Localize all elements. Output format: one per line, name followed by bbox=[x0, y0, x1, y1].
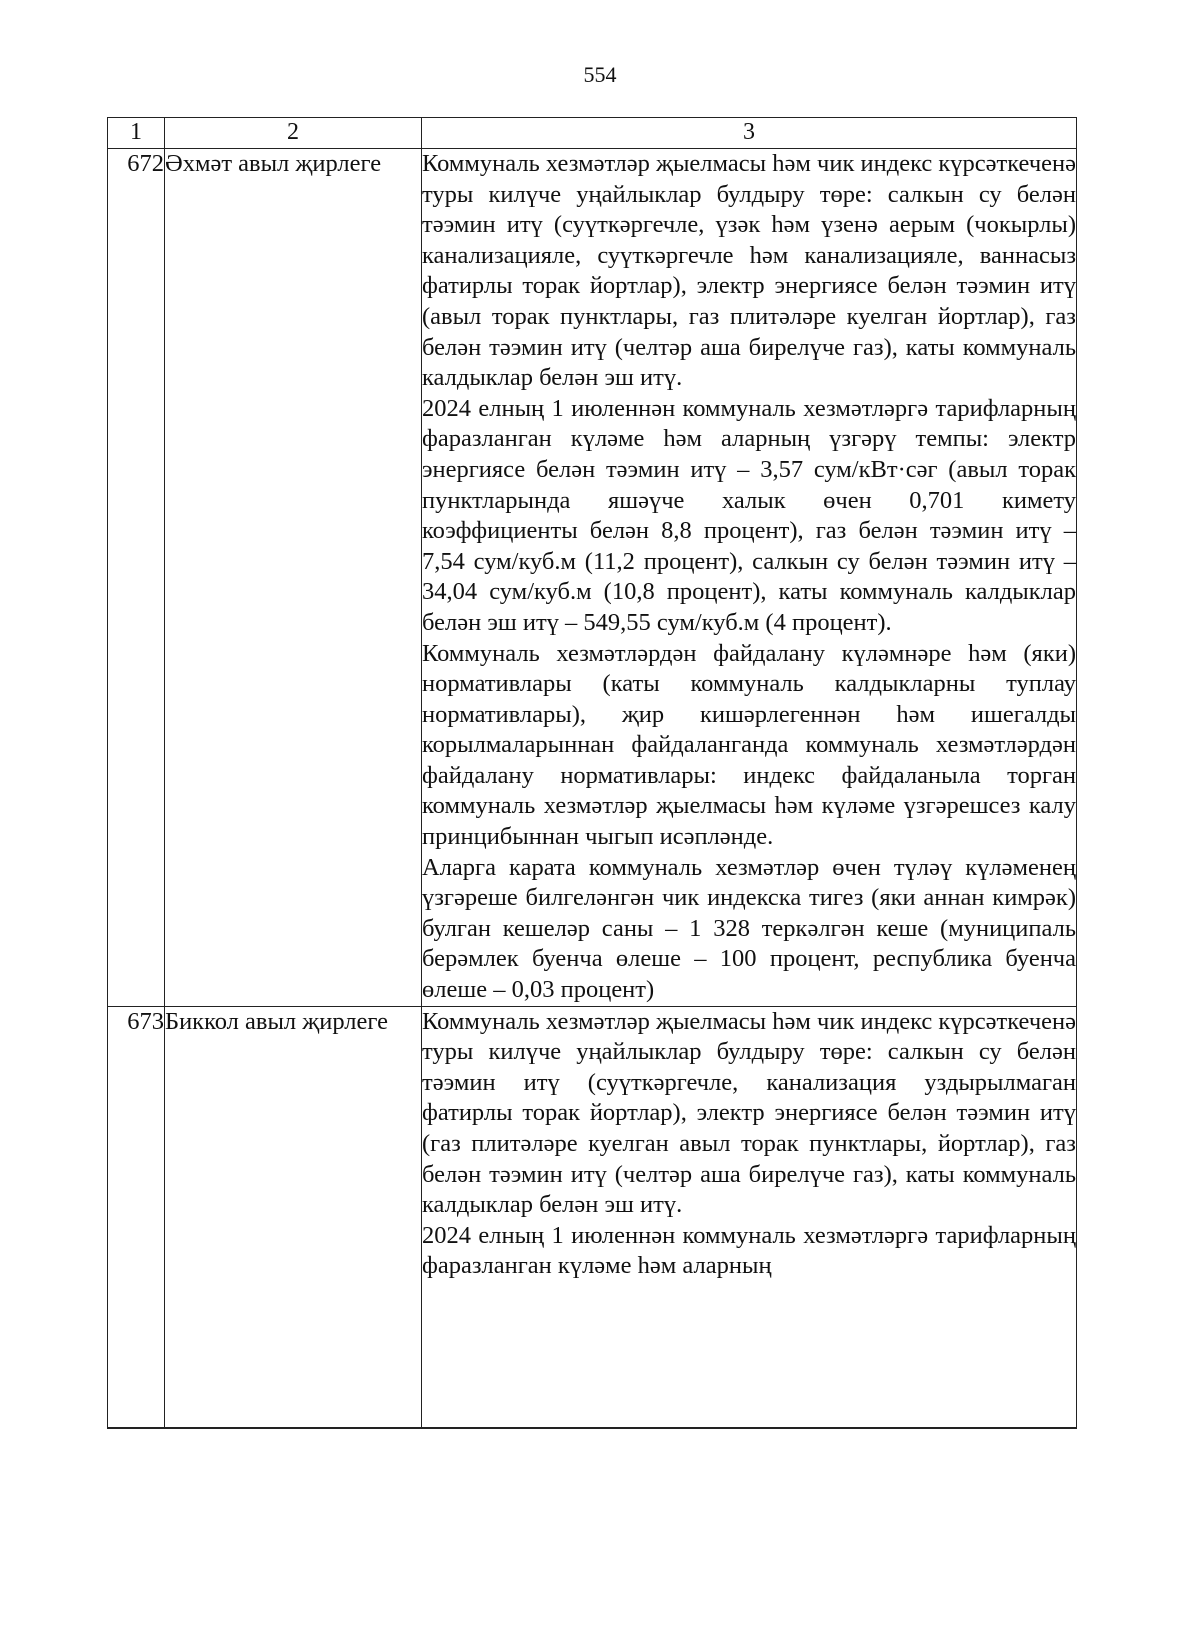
column-header-3: 3 bbox=[422, 118, 1077, 149]
paragraph: Коммуналь хезмәтләр җыелмасы һәм чик индекс күрсәткеченә туры килүче уңайлыклар булдыру төре: салкын су белән тәэмин итү (суүткәргечле, канализация уздырылмаган фатирлы торак йортлар), электр энергиясе белән тәэмин итү (газ плитәләре куелган авыл торак пунктлары, йортлар), газ белән тәэмин итү (челтәр аша бирелүче газ), каты коммуналь калдыклар белән эш итү. bbox=[422, 1007, 1076, 1219]
column-header-1: 1 bbox=[108, 118, 165, 149]
paragraph: Коммуналь хезмәтләр җыелмасы һәм чик индекс күрсәткеченә туры килүче уңайлыклар булдыру төре: салкын су белән тәэмин итү (суүткәргечле, үзәк һәм үзенә аерым (чокырлы) канализацияле, суүткәргечле һәм канализацияле, ваннасыз фатирлы торак йортлар), электр энергиясе белән тәэмин итү (авыл торак пунктлары, газ плитәләре куелган йортлар), газ белән тәэмин итү (челтәр аша бирелүче газ), каты коммуналь калдыклар белән эш итү. bbox=[422, 150, 1076, 392]
row-number: 672 bbox=[108, 149, 165, 1007]
row-description bbox=[422, 1006, 1077, 1428]
table-row bbox=[108, 1006, 1077, 1428]
page-number: 554 bbox=[583, 62, 617, 87]
column-header-2: 2 bbox=[165, 118, 422, 149]
settlement-name: Әхмәт авыл җирлеге bbox=[165, 149, 422, 1007]
paragraph: Аларга карата коммуналь хезмәтләр өчен түләү күләменең үзгәреше билгеләнгән чик индекска тигез (яки аннан кимрәк) булган кешеләр саны – 1 328 теркәлгән кеше (муниципаль берәмлек буенча өлеше – 100 процент, республика буенча өлеше – 0,03 процент) bbox=[422, 853, 1076, 1004]
tariff-table bbox=[107, 117, 1077, 1429]
table-header-row bbox=[108, 118, 1077, 149]
row-number: 673 bbox=[108, 1006, 165, 1428]
paragraph: Коммуналь хезмәтләрдән файдалану күләмнәре һәм (яки) нормативлары (каты коммуналь калдыкларны туплау нормативлары), җир кишәрлегеннән һәм ишегалды корылмаларыннан файдаланганда коммуналь хезмәтләрдән файдалану нормативлары: индекс файдаланыла торган коммуналь хезмәтләр җыелмасы һәм күләме үзгәрешсез калу принцибыннан чыгып исәпләнде. bbox=[422, 639, 1076, 851]
paragraph: 2024 елның 1 июленнән коммуналь хезмәтләргә тарифларның фаразланган күләме һәм аларның bbox=[422, 1221, 1076, 1280]
paragraph: 2024 елның 1 июленнән коммуналь хезмәтләргә тарифларның фаразланган күләме һәм аларның үзгәрү темпы: электр энергиясе белән тәэмин итү – 3,57 сум/кВт·сәг (авыл торак пунктларында яшәүче халык өчен 0,701 кимету коэффициенты белән 8,8 процент), газ белән тәэмин итү – 7,54 сум/куб.м (11,2 процент), салкын су белән тәэмин итү – 34,04 сум/куб.м (10,8 процент), каты коммуналь калдыклар белән эш итү – 549,55 сум/куб.м (4 процент). bbox=[422, 394, 1076, 636]
table-row bbox=[108, 149, 1077, 1007]
row-description bbox=[422, 149, 1077, 1007]
settlement-name: Биккол авыл җирлеге bbox=[165, 1006, 422, 1428]
